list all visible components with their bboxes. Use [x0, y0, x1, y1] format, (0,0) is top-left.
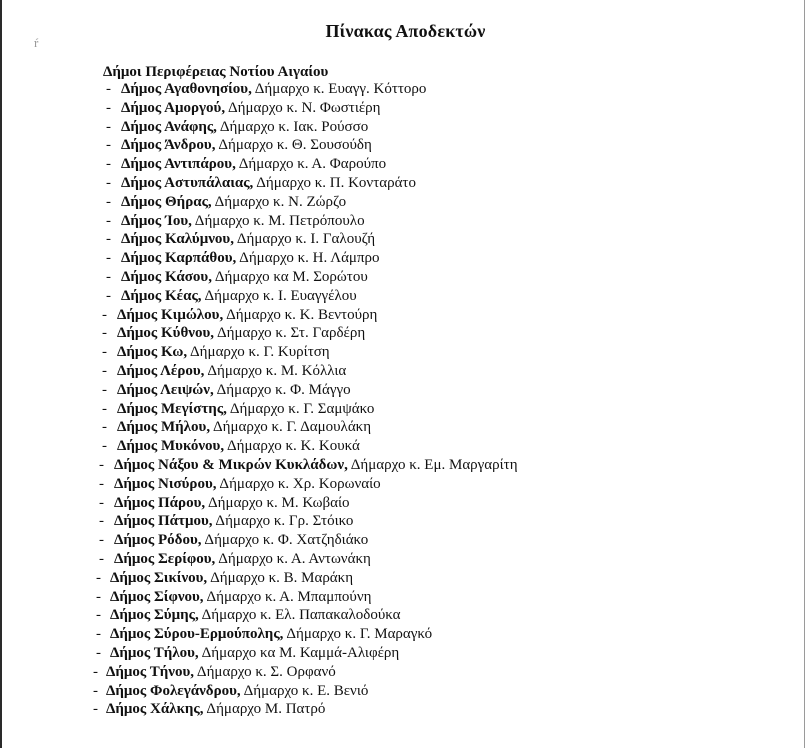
section-heading: Δήμοι Περιφέρειας Νοτίου Αιγαίου [103, 64, 329, 80]
recipient-entry [121, 230, 375, 249]
mayor-addressee: Δήμαρχο κ. Α. Αντωνάκη [215, 550, 371, 567]
mayor-addressee: Δήμαρχο κ. Α. Φαρούπο [235, 156, 387, 173]
mayor-addressee: Δήμαρχο κ. Φ. Μάγγο [213, 381, 351, 398]
list-bullet: - [102, 438, 107, 455]
mayor-addressee: Δήμαρχο κα Μ. Καμμά-Αλιφέρη [198, 644, 400, 661]
municipality-name: Δήμος Σύρου-Ερμούπολης, [110, 626, 284, 643]
municipality-name: Δήμος Καλύμνου, [121, 231, 234, 248]
recipient-entry [121, 118, 368, 137]
municipality-name: Δήμος Κω, [117, 344, 188, 361]
mayor-addressee: Δήμαρχο κ. Μ. Κόλλια [204, 362, 347, 379]
recipient-entry [117, 400, 374, 419]
recipient-entry [117, 343, 330, 362]
municipality-name: Δήμος Αστυπάλαιας, [121, 174, 254, 191]
recipient-entry [121, 193, 346, 212]
mayor-addressee: Δήμαρχο κ. Ι. Ευαγγέλου [201, 287, 357, 304]
mayor-addressee: Δήμαρχο κ. Κ. Κουκά [224, 438, 360, 455]
recipient-entry [106, 700, 325, 719]
municipality-name: Δήμος Φολεγάνδρου, [106, 682, 241, 699]
mayor-addressee: Δήμαρχο κ. Γ. Δαμουλάκη [210, 419, 372, 436]
municipality-name: Δήμος Κάσου, [121, 268, 212, 285]
recipient-entry [117, 381, 351, 400]
mayor-addressee: Δήμαρχο κ. Κ. Βεντούρη [223, 306, 378, 323]
list-bullet: - [96, 644, 101, 661]
page-title: Πίνακας Αποδεκτών [325, 21, 486, 41]
mayor-addressee: Δήμαρχο κα Μ. Σορώτου [211, 268, 368, 285]
recipient-entry [121, 249, 380, 268]
mayor-addressee: Δήμαρχο κ. Ε. Βενιό [240, 682, 369, 699]
mayor-addressee: Δήμαρχο κ. Γ. Σαμψάκο [226, 400, 375, 417]
mayor-addressee: Δήμαρχο κ. Στ. Γαρδέρη [214, 325, 366, 342]
list-bullet: - [106, 250, 111, 267]
list-bullet: - [102, 362, 107, 379]
municipality-name: Δήμος Κύθνου, [117, 325, 215, 342]
municipality-name: Δήμος Τήνου, [106, 663, 194, 680]
recipient-entry [110, 625, 432, 644]
mayor-addressee: Δήμαρχο κ. Η. Λάμπρο [236, 250, 380, 267]
municipality-name: Δήμος Πάτμου, [114, 513, 213, 530]
mayor-addressee: Δήμαρχο κ. Β. Μαράκη [207, 569, 354, 586]
recipient-entry [110, 569, 353, 588]
recipient-entry [114, 456, 518, 475]
recipient-entry [121, 268, 368, 287]
mayor-addressee: Δήμαρχο κ. Ν. Ζώρζο [211, 193, 347, 210]
recipient-entry [110, 606, 401, 625]
list-bullet: - [102, 400, 107, 417]
list-bullet: - [106, 212, 111, 229]
recipient-entry [121, 212, 365, 231]
list-bullet: - [96, 607, 101, 624]
municipality-name: Δήμος Ίου, [121, 212, 192, 229]
recipient-entry [106, 682, 368, 701]
mayor-addressee: Δήμαρχο κ. Σ. Ορφανό [194, 663, 336, 680]
mayor-addressee: Δήμαρχο κ. Γ. Μαραγκό [283, 626, 433, 643]
municipality-name: Δήμος Χάλκης, [106, 701, 204, 718]
municipality-name: Δήμος Μεγίστης, [117, 400, 227, 417]
municipality-name: Δήμος Ρόδου, [114, 532, 202, 549]
mayor-addressee: Δήμαρχο κ. Α. Μπαμπούνη [203, 588, 372, 605]
municipality-name: Δήμος Σίφνου, [110, 588, 204, 605]
municipality-name: Δήμος Νισύρου, [114, 475, 217, 492]
list-bullet: - [102, 325, 107, 342]
mayor-addressee: Δήμαρχο κ. Ι. Γαλουζή [233, 231, 376, 248]
municipality-name: Δήμος Ανάφης, [121, 118, 217, 135]
list-bullet: - [106, 99, 111, 116]
mayor-addressee: Δήμαρχο κ. Ν. Φωστιέρη [225, 99, 381, 116]
recipient-entry [121, 174, 416, 193]
recipient-entry [117, 306, 377, 325]
list-bullet: - [99, 513, 104, 530]
recipient-entry [121, 136, 372, 155]
list-bullet: - [99, 456, 104, 473]
municipality-name: Δήμος Άνδρου, [121, 137, 216, 154]
list-bullet: - [93, 663, 98, 680]
municipality-name: Δήμος Λέρου, [117, 362, 205, 379]
municipality-name: Δήμος Καρπάθου, [121, 250, 237, 267]
list-bullet: - [106, 174, 111, 191]
municipality-name: Δήμος Κιμώλου, [117, 306, 224, 323]
list-bullet: - [93, 682, 98, 699]
list-bullet: - [99, 550, 104, 567]
mayor-addressee: Δήμαρχο Μ. Πατρό [203, 701, 326, 718]
recipient-entry [117, 437, 360, 456]
list-bullet: - [106, 137, 111, 154]
recipient-entry [110, 644, 399, 663]
recipient-entry [121, 80, 426, 99]
recipient-entry [114, 512, 353, 531]
mayor-addressee: Δήμαρχο κ. Μ. Πετρόπουλο [191, 212, 365, 229]
mayor-addressee: Δήμαρχο κ. Μ. Κωβαίο [205, 494, 350, 511]
list-bullet: - [102, 419, 107, 436]
list-bullet: - [106, 231, 111, 248]
mayor-addressee: Δήμαρχο κ. Εμ. Μαργαρίτη [347, 456, 518, 473]
list-bullet: - [99, 532, 104, 549]
municipality-name: Δήμος Νάξου & Μικρών Κυκλάδων, [114, 456, 348, 473]
list-bullet: - [102, 344, 107, 361]
mayor-addressee: Δήμαρχο κ. Φ. Χατζηδιάκο [201, 532, 369, 549]
municipality-name: Δήμος Σύμης, [110, 607, 199, 624]
mayor-addressee: Δήμαρχο κ. Π. Κονταράτο [253, 174, 416, 191]
recipient-entry [106, 663, 336, 682]
recipient-entry [114, 475, 381, 494]
list-bullet: - [102, 306, 107, 323]
municipality-name: Δήμος Λειψών, [117, 381, 214, 398]
municipality-name: Δήμος Σερίφου, [114, 550, 216, 567]
municipality-name: Δήμος Πάρου, [114, 494, 206, 511]
list-bullet: - [106, 81, 111, 97]
municipality-name: Δήμος Θήρας, [121, 193, 212, 210]
municipality-name: Δήμος Μυκόνου, [117, 438, 225, 455]
municipality-name: Δήμος Αμοργού, [121, 99, 226, 116]
list-bullet: - [106, 268, 111, 285]
list-bullet: - [106, 193, 111, 210]
list-bullet: - [93, 701, 98, 718]
scan-left-edge [0, 0, 2, 748]
recipient-entry [117, 362, 346, 381]
mayor-addressee: Δήμαρχο κ. Ευαγγ. Κόττορο [251, 81, 427, 97]
list-bullet: - [96, 569, 101, 586]
recipient-entry [114, 550, 371, 569]
mayor-addressee: Δήμαρχο κ. Θ. Σουσούδη [215, 137, 372, 154]
recipient-entry [114, 531, 368, 550]
recipient-entry [117, 324, 365, 343]
mayor-addressee: Δήμαρχο κ. Χρ. Κορωναίο [216, 475, 381, 492]
list-bullet: - [96, 626, 101, 643]
recipient-entry [110, 588, 371, 607]
municipality-name: Δήμος Τήλου, [110, 644, 199, 661]
municipality-name: Δήμος Αντιπάρου, [121, 156, 236, 173]
recipient-entry [114, 494, 350, 513]
mayor-addressee: Δήμαρχο κ. Γρ. Στόικο [212, 513, 354, 530]
recipient-entry [121, 99, 380, 118]
recipient-entry [117, 418, 371, 437]
recipient-entry [121, 287, 357, 306]
stray-mark: ŕ [34, 35, 39, 50]
mayor-addressee: Δήμαρχο κ. Γ. Κυρίτση [187, 344, 330, 361]
list-bullet: - [99, 494, 104, 511]
list-bullet: - [106, 118, 111, 135]
municipality-name: Δήμος Κέας, [121, 287, 202, 304]
list-bullet: - [106, 156, 111, 173]
list-bullet: - [102, 381, 107, 398]
list-bullet: - [96, 588, 101, 605]
recipient-entry [121, 155, 386, 174]
mayor-addressee: Δήμαρχο κ. Ιακ. Ρούσσο [216, 118, 369, 135]
municipality-name: Δήμος Σικίνου, [110, 569, 208, 586]
list-bullet: - [99, 475, 104, 492]
municipality-name: Δήμος Αγαθονησίου, [121, 81, 252, 97]
municipality-name: Δήμος Μήλου, [117, 419, 211, 436]
mayor-addressee: Δήμαρχο κ. Ελ. Παπακαλοδούκα [198, 607, 401, 624]
list-bullet: - [106, 287, 111, 304]
